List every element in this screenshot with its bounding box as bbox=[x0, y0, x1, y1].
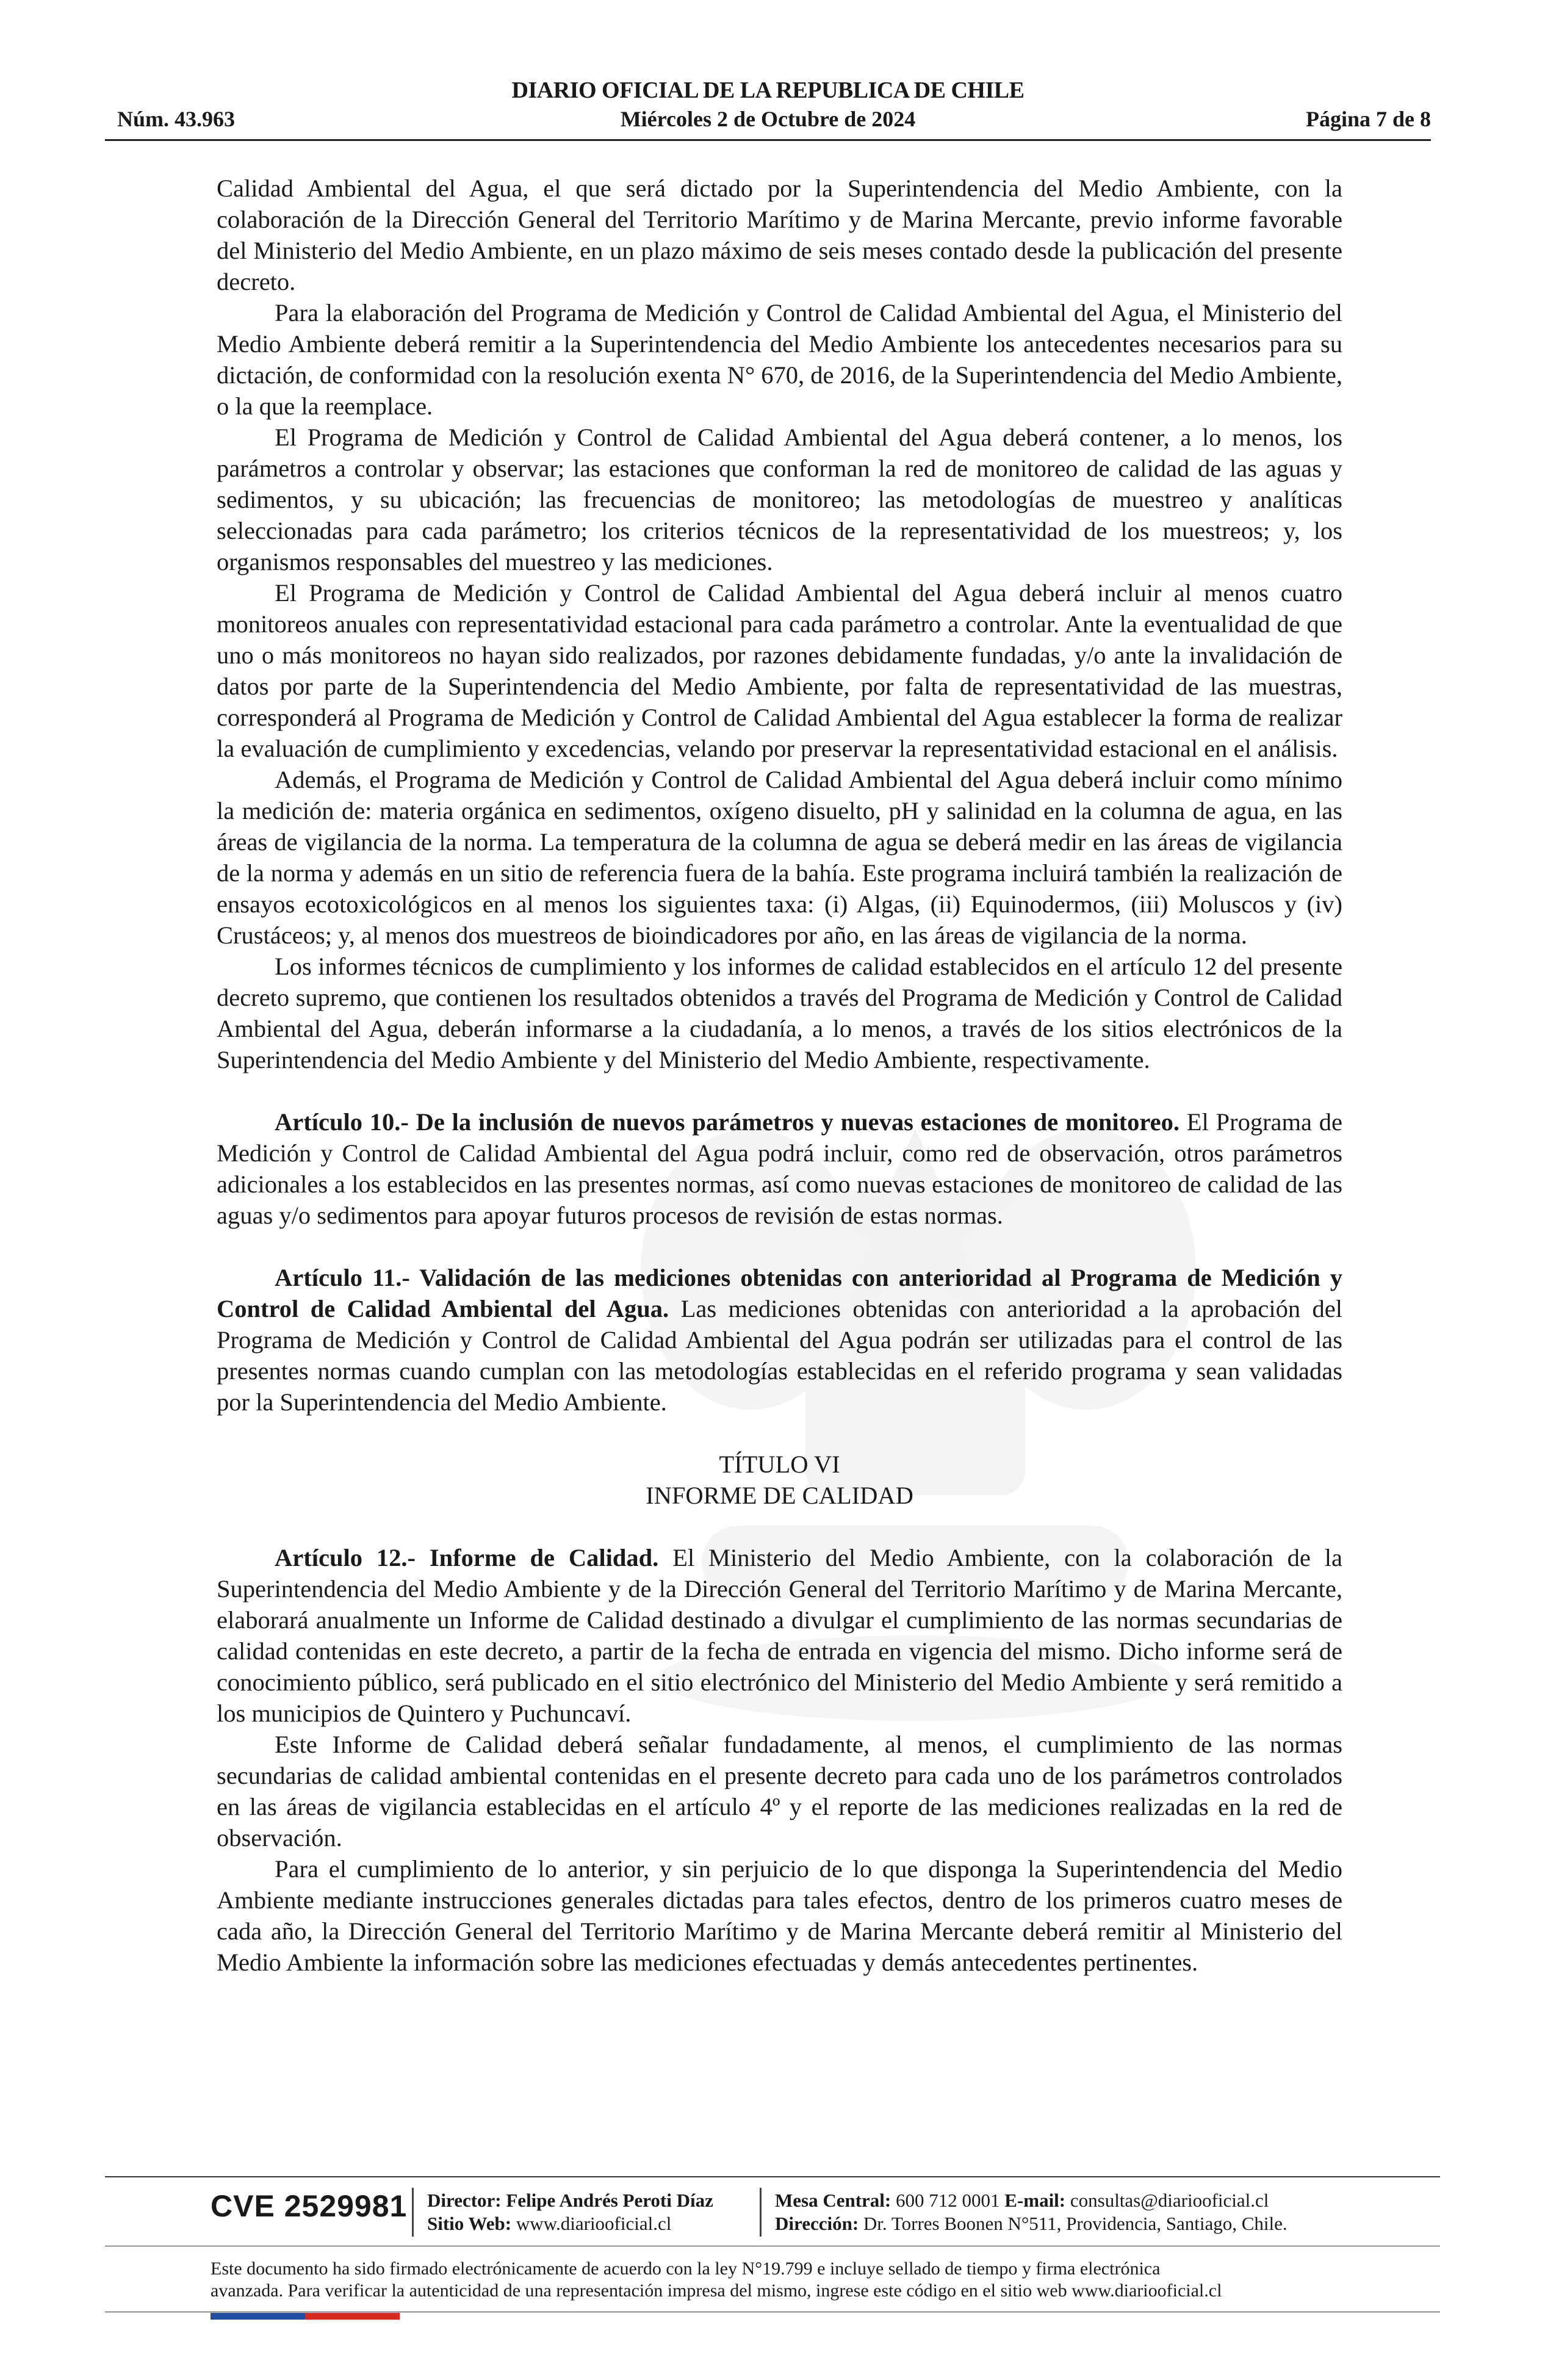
address-value: Dr. Torres Boonen N°511, Providencia, Santiago, Chile. bbox=[859, 2213, 1288, 2234]
article-12-heading: Artículo 12.- Informe de Calidad. bbox=[275, 1544, 659, 1571]
paragraph: Este Informe de Calidad deberá señalar fundadamente, al menos, el cumplimiento de las normas secundarias de calidad ambiental contenidas en el presente decreto para cada uno de los parámetros controlados en las áreas de vigilancia establecidas en el artículo 4º y el reporte de las mediciones realizadas en la red de observación. bbox=[217, 1731, 1342, 1852]
legal-notice bbox=[211, 2258, 1370, 2302]
legal-line: Este documento ha sido firmado electrónicamente de acuerdo con la ley N°19.799 e incluye sellado de tiempo y firma electrónica bbox=[211, 2259, 1161, 2279]
newspaper-title: DIARIO OFICIAL DE LA REPUBLICA DE CHILE bbox=[511, 78, 1025, 103]
cve-code: CVE 2529981 bbox=[211, 2189, 408, 2223]
footer-director-block bbox=[427, 2189, 713, 2235]
header-divider bbox=[105, 139, 1431, 141]
article-10-heading: Artículo 10.- De la inclusión de nuevos parámetros y nuevas estaciones de monitoreo. bbox=[275, 1108, 1180, 1136]
issue-date: Miércoles 2 de Octubre de 2024 bbox=[620, 107, 916, 131]
paragraph: El Programa de Medición y Control de Calidad Ambiental del Agua deberá contener, a lo menos, los parámetros a controlar y observar; las estaciones que conforman la red de monitoreo de calidad de las aguas y sedimentos, y su ubicación; las frecuencias de monitoreo; las metodologías de muestreo y analíticas seleccionadas para cada parámetro; los criterios técnicos de la representatividad de los muestreos; y, los organismos responsables del muestreo y las mediciones. bbox=[217, 424, 1342, 575]
legal-line: avanzada. Para verificar la autenticidad de una representación impresa del mismo, ingrese este código en el sitio web www.diariooficial.cl bbox=[211, 2281, 1222, 2301]
page-number: Página 7 de 8 bbox=[1305, 107, 1431, 131]
paragraph: Calidad Ambiental del Agua, el que será dictado por la Superintendencia del Medio Ambiente, con la colaboración de la Dirección General del Territorio Marítimo y de Marina Mercante, previo informe favorable del Ministerio del Medio Ambiente, en un plazo máximo de seis meses contado desde la publicación del presente decreto. bbox=[217, 175, 1342, 295]
paragraph: Los informes técnicos de cumplimiento y los informes de calidad establecidos en el artículo 12 del presente decreto supremo, que contienen los resultados obtenidos a través del Programa de Medición y Control de Calidad Ambiental del Agua, deberán informarse a la ciudadanía, a lo menos, a través de los sitios electrónicos de la Superintendencia del Medio Ambiente y del Ministerio del Medio Ambiente, respectivamente. bbox=[217, 953, 1342, 1073]
director-label: Director: bbox=[427, 2190, 502, 2211]
article-11 bbox=[217, 1262, 1342, 1418]
footer-separator bbox=[760, 2188, 762, 2237]
paragraph: El Programa de Medición y Control de Calidad Ambiental del Agua deberá incluir al menos cuatro monitoreos anuales con representatividad estacional para cada parámetro a controlar. Ante la eventualidad de que uno o más monitoreos no hayan sido realizados, por razones debidamente fundadas, y/o ante la invalidación de datos por parte de la Superintendencia del Medio Ambiente, por falta de representatividad de las muestras, corresponderá al Programa de Medición y Control de Calidad Ambiental del Agua establecer la forma de realizar la evaluación de cumplimiento y excedencias, velando por preservar la representatividad estacional en el análisis. bbox=[217, 579, 1342, 762]
page-header bbox=[105, 74, 1431, 142]
flag-stripe-blue bbox=[211, 2313, 305, 2320]
address-label: Dirección: bbox=[775, 2213, 859, 2234]
paragraph: Para la elaboración del Programa de Medición y Control de Calidad Ambiental del Agua, el Ministerio del Medio Ambiente deberá remitir a la Superintendencia del Medio Ambiente los antecedentes necesarios para su dictación, de conformidad con la resolución exenta N° 670, de 2016, de la Superintendencia del Medio Ambiente, o la que la reemplace. bbox=[217, 299, 1342, 420]
footer-divider bbox=[105, 2176, 1440, 2177]
article-11-heading: Artículo 11.- Validación de las mediciones obtenidas con anterioridad al Programa de Medición y Control de Calidad Ambiental del Agua. bbox=[217, 1264, 1342, 1322]
section-title bbox=[217, 1449, 1342, 1511]
phone-label: Mesa Central: bbox=[775, 2190, 891, 2211]
website-link[interactable]: www.diariooficial.cl bbox=[511, 2213, 672, 2234]
website-label: Sitio Web: bbox=[427, 2213, 512, 2234]
phone-value: 600 712 0001 bbox=[891, 2190, 1005, 2211]
section-title-name: INFORME DE CALIDAD bbox=[646, 1482, 913, 1509]
issue-number: Núm. 43.963 bbox=[117, 107, 236, 131]
paragraph: Además, el Programa de Medición y Control de Calidad Ambiental del Agua deberá incluir como mínimo la medición de: materia orgánica en sedimentos, oxígeno disuelto, pH y salinidad en la columna de agua, en las áreas de vigilancia de la norma. La temperatura de la columna de agua se deberá medir en las áreas de vigilancia de la norma y además en un sitio de referencia fuera de la bahía. Este programa incluirá también la realización de ensayos ecotoxicológicos en al menos los siguientes taxa: (i) Algas, (ii) Equinodermos, (iii) Moluscos y (iv) Crustáceos; y, al menos dos muestreos de bioindicadores por año, en las áreas de vigilancia de la norma. bbox=[217, 766, 1342, 949]
article-10-text: El Programa de Medición y Control de Calidad Ambiental del Agua podrá incluir, como red de observación, otros parámetros adicionales a los establecidos en las presentes normas, así como nuevas estaciones de monitoreo de calidad de las aguas y/o sedimentos para apoyar futuros procesos de revisión de estas normas. bbox=[217, 1108, 1343, 1229]
director-name: Felipe Andrés Peroti Díaz bbox=[501, 2190, 713, 2211]
document-body bbox=[217, 173, 1342, 1978]
article-12-text: El Ministerio del Medio Ambiente, con la colaboración de la Superintendencia del Medio Ambiente y de la Dirección General del Territorio Marítimo y de Marina Mercante, elaborará anualmente un Informe de Calidad destinado a divulgar el cumplimiento de las normas secundarias de calidad contenidas en este decreto, a partir de la fecha de entrada en vigencia del mismo. Dicho informe será de conocimiento público, será publicado en el sitio electrónico del Ministerio del Medio Ambiente y será remitido a los municipios de Quintero y Puchuncaví. bbox=[217, 1544, 1342, 1727]
article-11-text: Las mediciones obtenidas con anterioridad a la aprobación del Programa de Medición y Control de Calidad Ambiental del Agua podrán ser utilizadas para el control de las presentes normas cuando cumplan con las metodologías establecidas en el referido programa y sean validadas por la Superintendencia del Medio Ambiente. bbox=[217, 1295, 1342, 1416]
flag-stripe-red bbox=[305, 2313, 400, 2320]
footer-contact-block bbox=[775, 2189, 1288, 2235]
section-title-number: TÍTULO VI bbox=[719, 1451, 840, 1478]
email-link[interactable]: consultas@diariooficial.cl bbox=[1065, 2190, 1269, 2211]
paragraph: Para el cumplimiento de lo anterior, y sin perjuicio de lo que disponga la Superintendencia del Medio Ambiente mediante instrucciones generales dictadas para tales efectos, dentro de los primeros cuatro meses de cada año, la Dirección General del Territorio Marítimo y de Marina Mercante deberá remitir al Ministerio del Medio Ambiente la información sobre las mediciones efectuadas y demás antecedentes pertinentes. bbox=[217, 1855, 1342, 1976]
email-label: E-mail: bbox=[1004, 2190, 1066, 2211]
article-12 bbox=[217, 1542, 1342, 1729]
footer-separator bbox=[412, 2188, 414, 2237]
article-10 bbox=[217, 1106, 1342, 1231]
